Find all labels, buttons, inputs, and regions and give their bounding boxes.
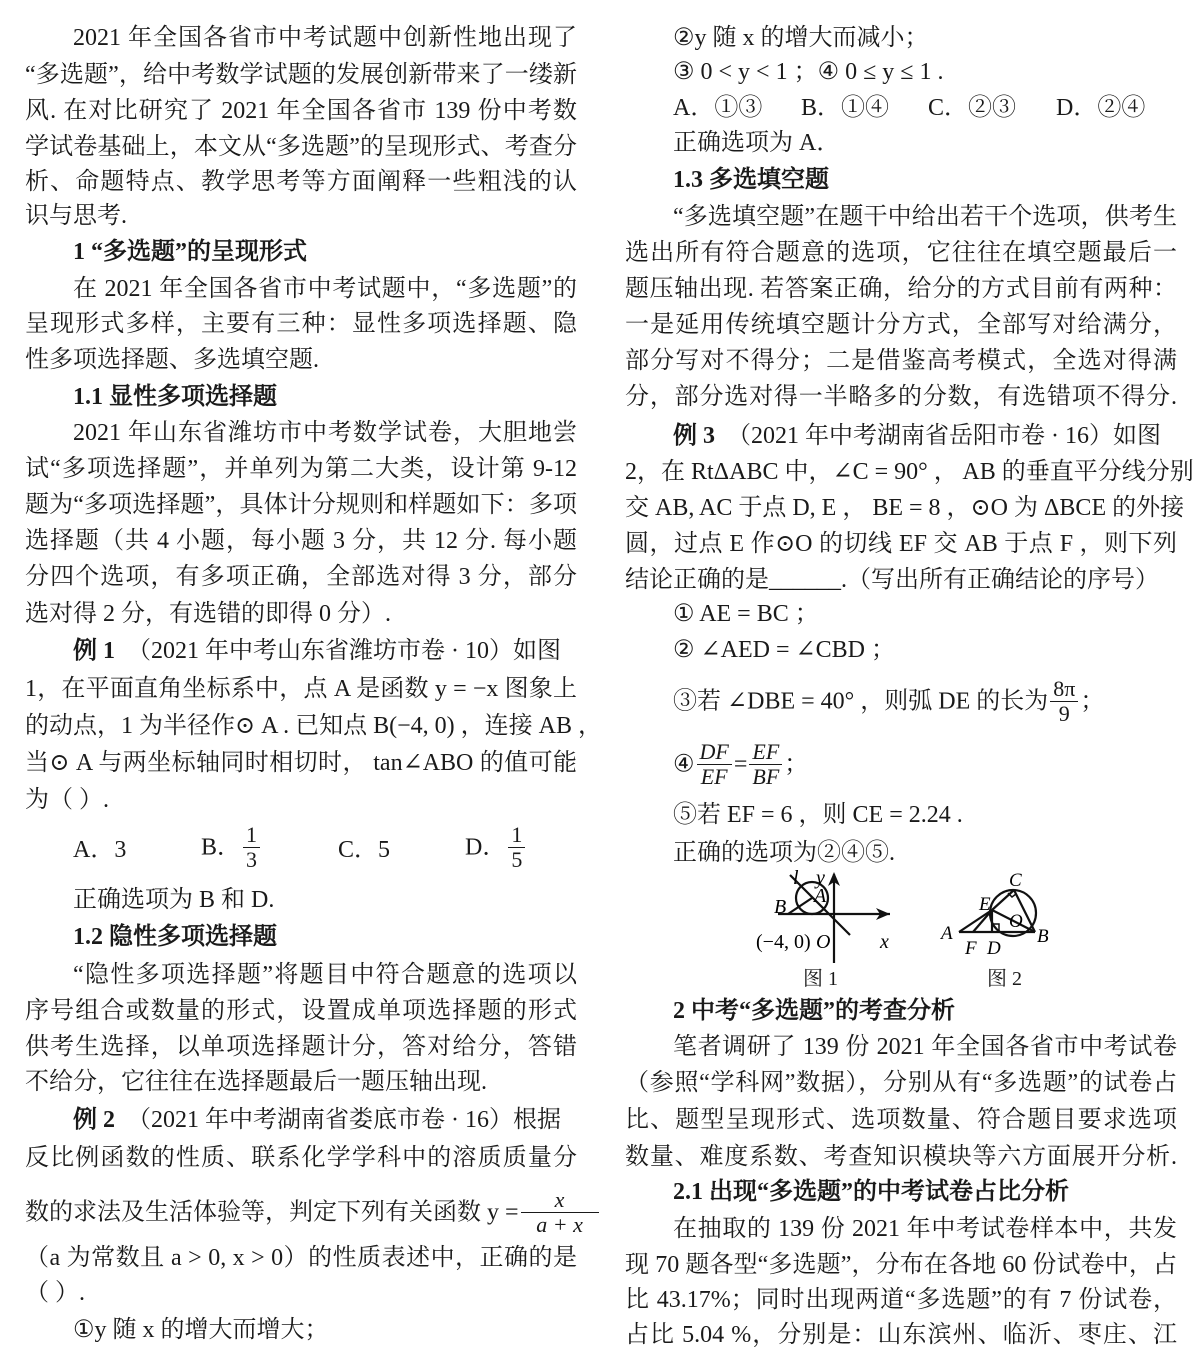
section-heading-2: 2 中考“多选题”的考查分析: [673, 998, 955, 1024]
paragraph-line: 分，部分选对得一半略多的分数，有选错项不得分.: [625, 384, 1177, 410]
example-line: 交 AB, AC 于点 D, E ， BE = 8 ，⊙O 为 ΔBCE 的外接: [625, 495, 1185, 521]
figure-1-caption: 图 1: [803, 968, 838, 990]
paragraph-line: 分四个选项，有多项正确，全部选对得 3 分，部分: [25, 564, 577, 590]
label-l: l: [793, 868, 799, 889]
example-line-with-fraction: 数的求法及生活体验等，判定下列有关函数 y = $\frac{x}{a + x}$: [25, 1188, 601, 1242]
example-label: 例 3: [673, 423, 715, 449]
example-label: 例 1: [73, 638, 115, 664]
intro-line: 识与思考.: [25, 203, 127, 229]
example-source: （2021 年中考山东省潍坊市卷 · 10）如图: [127, 638, 561, 664]
figure-1-coordinate-diagram: [750, 868, 900, 963]
example-1-answer: 正确选项为 B 和 D.: [73, 887, 275, 913]
paragraph-line: 呈现形式多样，主要有三种：显性多项选择题、隐: [25, 311, 577, 337]
paragraph-line: 选出所有符合题意的选项，它往往在填空题最后一: [625, 240, 1177, 266]
example-line: 1，在平面直角坐标系中，点 A 是函数 y = −x 图象上: [25, 676, 577, 702]
example-line: 反比例函数的性质、联系化学学科中的溶质质量分: [25, 1145, 577, 1171]
section-heading-1-1: 1.1 显性多项选择题: [73, 384, 277, 410]
paragraph-line: 比 43.17%；同时出现两道“多选题”的有 7 份试卷，: [625, 1287, 1177, 1313]
example-line: 为（ ）.: [25, 787, 109, 813]
example-3-item-1: ① AE = BC ；: [673, 601, 819, 627]
example-1-header: [73, 636, 577, 666]
paragraph-line: 现 70 题各型“多选题”，分布在各地 60 份试卷中，占: [625, 1252, 1177, 1278]
paragraph-line: 笔者调研了 139 份 2021 年全国各省市中考试卷: [673, 1034, 1177, 1060]
fraction-numerator: 1: [508, 823, 525, 848]
figure-2-caption: 图 2: [987, 968, 1022, 990]
paragraph-line: 不给分，它往往在选择题最后一题压轴出现.: [25, 1069, 487, 1095]
paragraph-line: 数量、难度系数、考查知识模块等六方面展开分析.: [625, 1144, 1177, 1170]
example-2-answer: 正确选项为 A．: [673, 130, 841, 156]
paragraph-line: “多选填空题”在题干中给出若干个选项，供考生: [673, 204, 1177, 230]
example-3-answer: 正确的选项为②④⑤.: [673, 840, 895, 866]
label-o: O: [816, 931, 831, 953]
fraction-numerator: 1: [243, 823, 260, 848]
fraction-denominator: 5: [511, 847, 523, 872]
fraction-numerator: DF: [697, 740, 732, 765]
label-d: D: [987, 938, 1001, 959]
example-source: （2021 年中考湖南省娄底市卷 · 16）根据: [127, 1107, 561, 1133]
fraction-denominator: a + x: [536, 1212, 583, 1237]
example-2-item-3-4: ③ 0 < y < 1 ；④ 0 ≤ y ≤ 1 .: [673, 59, 944, 85]
fraction-denominator: BF: [752, 764, 780, 789]
label-f: F: [965, 938, 977, 959]
paragraph-line: 部分写对不得分；二是借鉴高考模式，全选对得满: [625, 348, 1177, 374]
section-heading-1-3: 1.3 多选填空题: [673, 167, 829, 193]
example-line: 当⊙ A 与两坐标轴同时相切时， tan∠ABO 的值可能: [25, 750, 577, 776]
label-b: B: [1037, 926, 1049, 947]
paragraph-line: 试“多项选择题”，并单列为第二大类，设计第 9-12: [25, 456, 577, 482]
example-3-item-3: ③若 ∠DBE = 40° ，则弧 DE 的长为 $\frac{8\pi}{9}$ ；: [673, 676, 1105, 726]
intro-line: 风. 在对比研究了 2021 年全国各省市 139 份中考数: [25, 98, 577, 124]
example-line: 结论正确的是______.（写出所有正确结论的序号）: [625, 567, 1159, 593]
example-line: 圆，过点 E 作⊙O 的切线 EF 交 AB 于点 F ，则下列: [625, 531, 1177, 557]
section-heading-2-1: 2.1 出现“多选题”的中考试卷占比分析: [673, 1179, 1069, 1205]
section-heading-1-2: 1.2 隐性多项选择题: [73, 924, 277, 950]
intro-line: “多选题”，给中考数学试题的发展创新带来了一缕新: [25, 62, 577, 88]
paragraph-line: （参照“学科网”数据），分别从有“多选题”的试卷占: [625, 1070, 1177, 1096]
example-line: 的动点，1 为半径作⊙ A . 已知点 B(−4, 0) ，连接 AB ，: [25, 713, 602, 739]
label-e: E: [979, 894, 991, 915]
intro-line: 2021 年全国各省市中考试题中创新性地出现了: [73, 25, 577, 51]
figure-2-triangle-diagram: [935, 872, 1065, 964]
paragraph-line: 占比 5.04 %，分别是：山东滨州、临沂、枣庄、江: [625, 1322, 1177, 1348]
paragraph-line: 选对得 2 分，有选错的即得 0 分）.: [25, 601, 391, 627]
example-line: 2，在 RtΔABC 中，∠C = 90° ， AB 的垂直平分线分别: [625, 459, 1194, 485]
paragraph-line: 性多项选择题、多选填空题.: [25, 347, 319, 373]
fraction-denominator: EF: [700, 764, 728, 789]
label-a: A: [941, 923, 953, 944]
example-3-header: [673, 421, 1177, 451]
option-a: A．①③: [673, 95, 763, 121]
example-2-item-2: ②y 随 x 的增大而减小；: [673, 25, 929, 51]
paragraph-line: 题压轴出现. 若答案正确，给分的方式目前有两种：: [625, 276, 1177, 302]
option-b: B． $\frac{1}{3}$: [201, 823, 262, 872]
paragraph-line: “隐性多项选择题”将题目中符合题意的选项以: [73, 962, 577, 988]
example-2-options: [673, 93, 1177, 123]
option-b: B．①④: [801, 95, 890, 121]
fraction-numerator: x: [521, 1188, 599, 1213]
paragraph-line: 选择题（共 4 小题，每小题 3 分，共 12 分. 每小题: [25, 528, 577, 554]
intro-line: 析、命题特点、教学思考等方面阐释一些粗浅的认: [25, 169, 577, 195]
paragraph-line: 供考生选择，以单项选择题计分，答对给分，答错: [25, 1034, 577, 1060]
fraction-denominator: 9: [1058, 701, 1070, 726]
segment-ab: [788, 898, 812, 914]
label-a: A: [814, 885, 827, 907]
section-heading-1: 1 “多选题”的呈现形式: [73, 239, 307, 265]
option-d: D． $\frac{1}{5}$: [465, 823, 527, 872]
option-a: A．3: [73, 837, 127, 863]
example-3-item-5: ⑤若 EF = 6 ，则 CE = 2.24 .: [673, 802, 963, 828]
example-3-item-4: ④ $\frac{DF}{EF}$ = $\frac{EF}{BF}$ ；: [673, 739, 809, 789]
example-2-header: [73, 1105, 577, 1135]
paragraph-line: 比、题型呈现形式、选项数量、符合题目要求选项: [625, 1107, 1177, 1133]
option-c: C．5: [338, 837, 391, 863]
fraction-numerator: EF: [749, 740, 782, 765]
paragraph-line: 序号组合或数量的形式，设置成单项选择题的形式: [25, 998, 577, 1024]
paragraph-line: 2021 年山东省潍坊市中考数学试卷，大胆地尝: [73, 420, 577, 446]
label-coord: (−4, 0): [756, 931, 811, 953]
paragraph-line: 题为“多项选择题”，具体计分规则和样题如下：多项: [25, 492, 577, 518]
label-b: B: [774, 896, 787, 918]
label-o: O: [1009, 911, 1023, 932]
example-2-item-1: ①y 随 x 的增大而增大；: [73, 1317, 329, 1343]
label-x: x: [880, 931, 889, 953]
example-label: 例 2: [73, 1107, 115, 1133]
intro-line: 学试卷基础上，本文从“多选题”的呈现形式、考查分: [25, 134, 577, 160]
option-d: D．②④: [1056, 95, 1146, 121]
paragraph-line: 一是延用传统填空题计分方式，全部写对给满分，: [625, 312, 1177, 338]
example-source: （2021 年中考湖南省岳阳市卷 · 16）如图: [727, 423, 1161, 449]
example-line: （a 为常数且 a > 0, x > 0）的性质表述中，正确的是: [25, 1245, 577, 1271]
label-c: C: [1009, 872, 1022, 891]
paragraph-line: 在抽取的 139 份 2021 年中考试卷样本中，共发: [673, 1216, 1177, 1242]
fraction-denominator: 3: [246, 847, 258, 872]
example-line: （ ）.: [25, 1280, 85, 1306]
option-c: C．②③: [928, 95, 1017, 121]
example-3-item-2: ② ∠AED = ∠CBD ；: [673, 637, 895, 663]
label-y: y: [816, 868, 825, 889]
fraction-numerator: 8π: [1050, 677, 1078, 702]
paragraph-line: 在 2021 年全国各省市中考试题中，“多选题”的: [73, 276, 577, 302]
